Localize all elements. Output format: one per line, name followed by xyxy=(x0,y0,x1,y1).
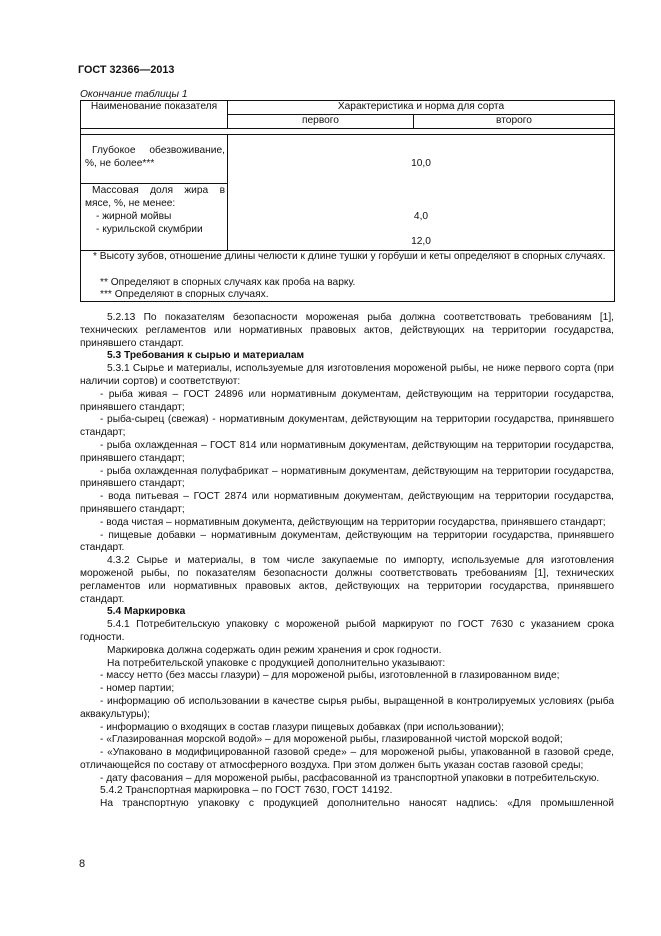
footnote-2: ** Определяют в спорных случаях как проба на варку. xyxy=(100,277,356,288)
paragraph-5-3-1: 5.3.1 Сырье и материалы, используемые для изготовления мороженой рыбы, не ниже первого сорта (при наличии сортов) и соответствуют: xyxy=(80,363,614,387)
row-dehydration-label: Глубокое обезвоживание, %, не более*** xyxy=(85,145,225,169)
row-fat-item-capelin: - жирной мойвы xyxy=(96,211,172,222)
header-first-grade: первого xyxy=(302,115,339,126)
header-second-grade: второго xyxy=(496,115,532,126)
row-fat-label-line2: мясе, %, не менее: xyxy=(85,198,176,209)
row-fat-item-mackerel: - курильской скумбрии xyxy=(96,224,203,235)
footnote-1: * Высоту зубов, отношение длины челюсти к длине тушки у горбуши и кеты определяют в спорных случаях. xyxy=(93,251,606,262)
paragraph-4-3-2: 4.3.2 Сырье и материалы, в том числе закупаемые по импорту, используемые для изготовления мороженой рыбы, по показателям безопасности должны соответствовать требованиям [1], технических регламентов или нормативных правовых актов, действующих на территории государства, принявшего стандарт. xyxy=(80,555,614,605)
row-fat-value-capelin: 4,0 xyxy=(413,211,429,222)
paragraph-transport-label: На транспортную упаковку с продукцией дополнительно наносят надпись: «Для промышленной xyxy=(100,798,614,810)
list-item-net-mass: - массу нетто (без массы глазури) – для мороженой рыбы, изготовленной в глазированном виде; xyxy=(100,670,560,682)
list-item-live-fish: - рыба живая – ГОСТ 24896 или нормативным документам, действующим на территории государства, принявшего стандарт; xyxy=(80,388,614,413)
document-body xyxy=(80,312,614,811)
header-parameter-name: Наименование показателя xyxy=(90,101,218,112)
indicators-table xyxy=(80,100,615,302)
list-item-food-additives: - пищевые добавки – нормативным документам, действующим на территории государства, принявшего стандарт. xyxy=(80,529,614,554)
paragraph-marking-requirement: Маркировка должна содержать один режим хранения и срок годности. xyxy=(107,644,442,656)
list-item-chilled-semi-product: - рыба охлажденная полуфабрикат – нормативным документам, действующим на территории государства, принявшего стандарт; xyxy=(80,465,614,490)
row-dehydration-value: 10,0 xyxy=(411,158,431,169)
list-item-sea-water-glaze: - «Глазированная морской водой» – для мороженой рыбы, глазированной чистой морской водой; xyxy=(100,734,563,746)
table-caption: Окончание таблицы 1 xyxy=(80,89,188,100)
list-item-glaze-additives: - информацию о входящих в состав глазури пищевых добавках (при использовании); xyxy=(100,721,504,733)
row-fat-value-mackerel: 12,0 xyxy=(411,236,431,247)
list-item-batch-number: - номер партии; xyxy=(100,683,175,695)
list-item-packing-date: - дату фасования – для мороженой рыбы, расфасованной из транспортной упаковки в потребительскую. xyxy=(100,772,600,784)
paragraph-additional-info: На потребительской упаковке с продукцией дополнительно указывают: xyxy=(107,657,446,669)
paragraph-5-4-1: 5.4.1 Потребительскую упаковку с мороженой рыбой маркируют по ГОСТ 7630 с указанием срока годности. xyxy=(80,619,614,643)
row-fat-label-line1: Массовая доля жира в xyxy=(92,185,225,196)
list-item-clean-water: - вода чистая – нормативным документа, действующим на территории государства, принявшего стандарт; xyxy=(100,516,606,528)
document-header: ГОСТ 32366—2013 xyxy=(78,64,175,76)
list-item-aquaculture: - информацию об использовании в качестве сырья рыбы, выращенной в контролируемых условиях (рыба аквакультуры); xyxy=(80,695,614,720)
list-item-drinking-water: - вода питьевая – ГОСТ 2874 или нормативным документам, действующим на территории государства, принявшего стандарт; xyxy=(80,491,614,515)
list-item-raw-fish: - рыба-сырец (свежая) - нормативным документам, действующим на территории государства, принявшего стандарт; xyxy=(80,414,614,439)
paragraph-5-4-2: 5.4.2 Транспортная маркировка – по ГОСТ 7630, ГОСТ 14192. xyxy=(100,785,393,797)
list-item-chilled-fish: - рыба охлажденная – ГОСТ 814 или нормативным документам, действующим на территории государства, принявшего стандарт; xyxy=(80,439,614,464)
page-number: 8 xyxy=(79,858,86,870)
header-characteristic-group: Характеристика и норма для сорта xyxy=(337,101,505,112)
section-heading-5-4: 5.4 Маркировка xyxy=(107,606,186,618)
list-item-modified-atmosphere: - «Упаковано в модифицированной газовой среде» – для мороженой рыбы, упакованной в газовой среде, отличающейся по составу от атмосферного воздуха. При этом должен быть указан состав газовой среды; xyxy=(80,747,614,771)
paragraph-5-2-13: 5.2.13 По показателям безопасности мороженая рыба должна соответствовать требованиям [1], технических регламентов или нормативных правовых актов, действующих на территории государства, принявшего стандарт. xyxy=(80,312,614,349)
footnote-3: *** Определяют в спорных случаях. xyxy=(100,289,269,300)
section-heading-5-3: 5.3 Требования к сырью и материалам xyxy=(107,350,305,362)
